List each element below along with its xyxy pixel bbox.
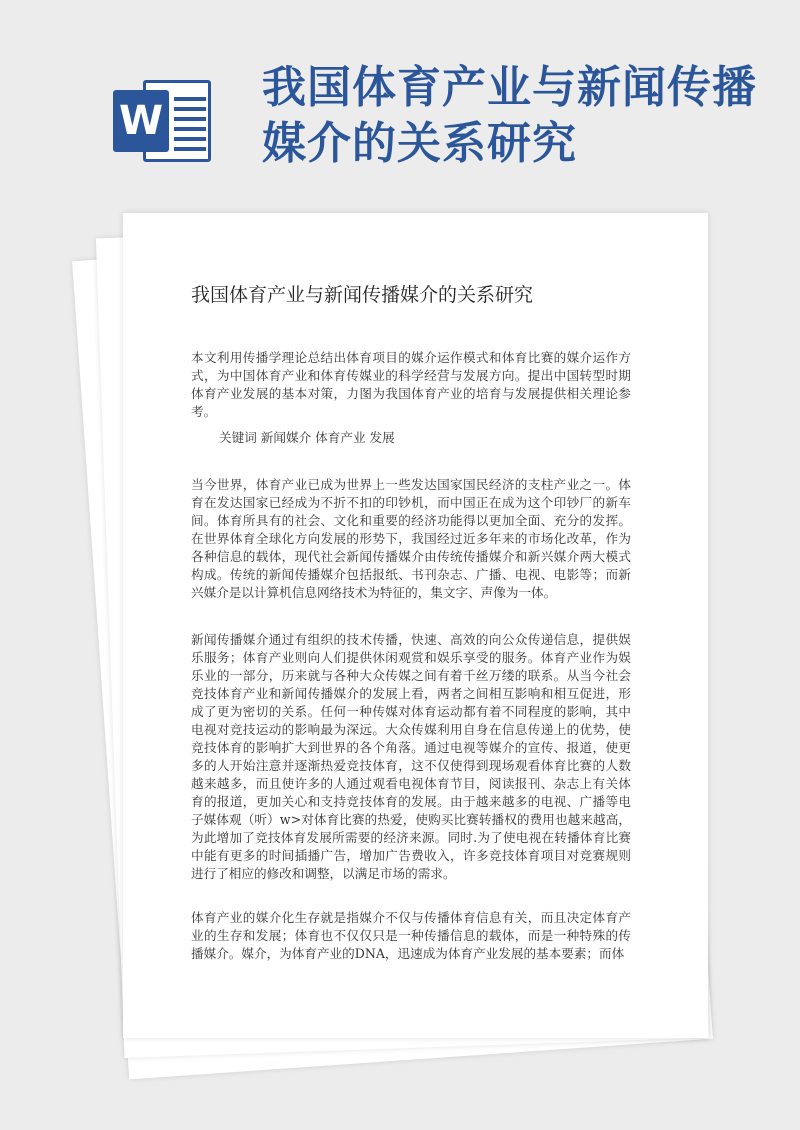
document-page <box>123 213 708 1038</box>
word-letter-badge: W <box>113 90 169 152</box>
body-paragraph-3: 体育产业的媒介化生存就是指媒介不仅与传播体育信息有关，而且决定体育产业的生存和发展；体育也不仅仅只是一种传播信息的载体，而是一种特殊的传播媒介。媒介，为体育产业的DNA，迅速成为体育产业发展的基本要素；而体 <box>191 910 631 961</box>
body-paragraph-1: 当今世界，体育产业已成为世界上一些发达国家国民经济的支柱产业之一。体育在发达国家已经成为不折不扣的印钞机，而中国正在成为这个印钞厂的新车间。体育所具有的社会、文化和重要的经济功能得以更加全面、充分的发挥。在世界体育全球化方向发展的形势下，我国经过近多年来的市场化改革，作为各种信息的载体，现代社会新闻传播媒介由传统传播媒介和新兴媒介两大模式构成。传统的新闻传播媒介包括报纸、书刊杂志、广播、电视、电影等；而新兴媒介是以计算机信息网络技术为特征的，集文字、声像为一体。 <box>191 477 631 600</box>
keywords-line: 关键词 新闻媒介 体育产业 发展 <box>219 430 395 445</box>
word-document-icon <box>113 72 213 172</box>
body-paragraph-2: 新闻传播媒介通过有组织的技术传播，快速、高效的向公众传递信息，提供娱乐服务；体育产业则向人们提供休闲观赏和娱乐享受的服务。体育产业作为娱乐业的一部分，历来就与各种大众传媒之间有着千丝万缕的联系。从当今社会竞技体育产业和新闻传播媒介的发展上看，两者之间相互影响和相互促进，形成了更为密切的关系。任何一种传媒对体育运动都有着不同程度的影响，其中电视对竞技运动的影响最为深远。大众传媒利用自身在信息传递上的优势，使竞技体育的影响扩大到世界的各个角落。通过电视等媒介的宣传、报道，使更多的人开始注意并逐渐热爱竞技体育，这不仅使得到现场观看体育比赛的人数越来越多，而且使许多的人通过观看电视体育节目，阅读报刊、杂志上有关体育的报道，更加关心和支持竞技体育的发展。由于越来越多的电视、广播等电子媒体观（听）w>对体育比赛的热爱，使购买比赛转播权的费用也越来越高，为此增加了竞技体育发展所需要的经济来源。同时.为了使电视在转播体育比赛中能有更多的时间插播广告，增加广告费收入，许多竞技体育项目对竞赛规则进行了相应的修改和调整，以满足市场的需求。 <box>191 632 631 881</box>
document-title: 我国体育产业与新闻传播媒介的关系研究 <box>191 284 534 306</box>
header <box>0 0 800 210</box>
header-title: 我国体育产业与新闻传播媒介的关系研究 <box>262 62 757 169</box>
abstract-paragraph: 本文利用传播学理论总结出体育项目的媒介运作模式和体育比赛的媒介运作方式，为中国体育产业和体育传媒业的科学经营与发展方向。提出中国转型时期体育产业发展的基本对策，力图为我国体育产业的培育与发展提供相关理论参考。 <box>191 350 631 419</box>
